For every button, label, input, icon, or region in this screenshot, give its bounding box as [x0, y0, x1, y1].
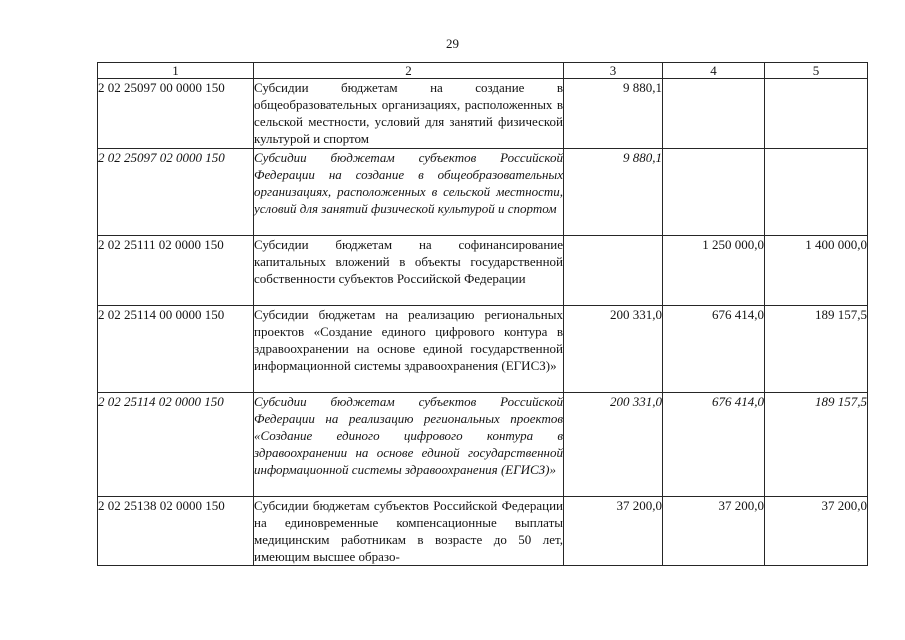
budget-code: 2 02 25097 00 0000 150	[98, 79, 254, 149]
value-col-5: 37 200,0	[765, 497, 868, 566]
value-col-5	[765, 79, 868, 149]
table-row	[98, 306, 868, 393]
subsidy-description: Субсидии бюджетам на создание в общеобразовательных организациях, расположенных в сельской местности, условий для занятий физической культурой и спортом	[254, 79, 564, 149]
header-col-3: 3	[564, 63, 663, 79]
value-col-3: 9 880,1	[564, 79, 663, 149]
subsidy-description: Субсидии бюджетам на реализацию региональных проектов «Создание единого цифрового контура в здравоохранении на основе единой государственной информационной системы здравоохранения (ЕГИСЗ)»	[254, 306, 564, 393]
header-row	[98, 63, 868, 79]
budget-code: 2 02 25097 02 0000 150	[98, 149, 254, 236]
value-col-4: 1 250 000,0	[663, 236, 765, 306]
value-col-4: 676 414,0	[663, 306, 765, 393]
table-row	[98, 393, 868, 497]
header-col-1: 1	[98, 63, 254, 79]
budget-code: 2 02 25111 02 0000 150	[98, 236, 254, 306]
header-col-4: 4	[663, 63, 765, 79]
header-col-2: 2	[254, 63, 564, 79]
value-col-3: 9 880,1	[564, 149, 663, 236]
budget-table	[97, 62, 868, 566]
subsidy-description	[254, 497, 564, 566]
value-col-3: 200 331,0	[564, 393, 663, 497]
budget-code: 2 02 25114 00 0000 150	[98, 306, 254, 393]
subsidy-description-text: Субсидии бюджетам субъектов Российской Федерации на единовременные компенсационные выплаты медицинским работникам в возрасте до 50 лет, имеющим высшее образо-	[254, 498, 563, 564]
value-col-3	[564, 236, 663, 306]
table-row	[98, 497, 868, 566]
subsidy-description: Субсидии бюджетам субъектов Российской Федерации на реализацию региональных проектов «Создание единого цифрового контура в здравоохранении на основе единой государственной информационной системы здравоохранения (ЕГИСЗ)»	[254, 393, 564, 497]
header-col-5: 5	[765, 63, 868, 79]
table-row	[98, 236, 868, 306]
subsidy-description: Субсидии бюджетам субъектов Российской Федерации на создание в общеобразовательных организациях, расположенных в сельской местности, условий для занятий физической культурой и спортом	[254, 149, 564, 236]
page-number: 29	[446, 36, 459, 51]
value-col-3: 200 331,0	[564, 306, 663, 393]
value-col-5: 1 400 000,0	[765, 236, 868, 306]
table-row	[98, 79, 868, 149]
budget-code: 2 02 25114 02 0000 150	[98, 393, 254, 497]
subsidy-description: Субсидии бюджетам на софинансирование капитальных вложений в объекты государственной собственности субъектов Российской Федерации	[254, 236, 564, 306]
value-col-4: 37 200,0	[663, 497, 765, 566]
budget-code: 2 02 25138 02 0000 150	[98, 497, 254, 566]
table-row	[98, 149, 868, 236]
value-col-3: 37 200,0	[564, 497, 663, 566]
value-col-4: 676 414,0	[663, 393, 765, 497]
value-col-4	[663, 79, 765, 149]
value-col-5: 189 157,5	[765, 393, 868, 497]
value-col-5: 189 157,5	[765, 306, 868, 393]
value-col-4	[663, 149, 765, 236]
value-col-5	[765, 149, 868, 236]
